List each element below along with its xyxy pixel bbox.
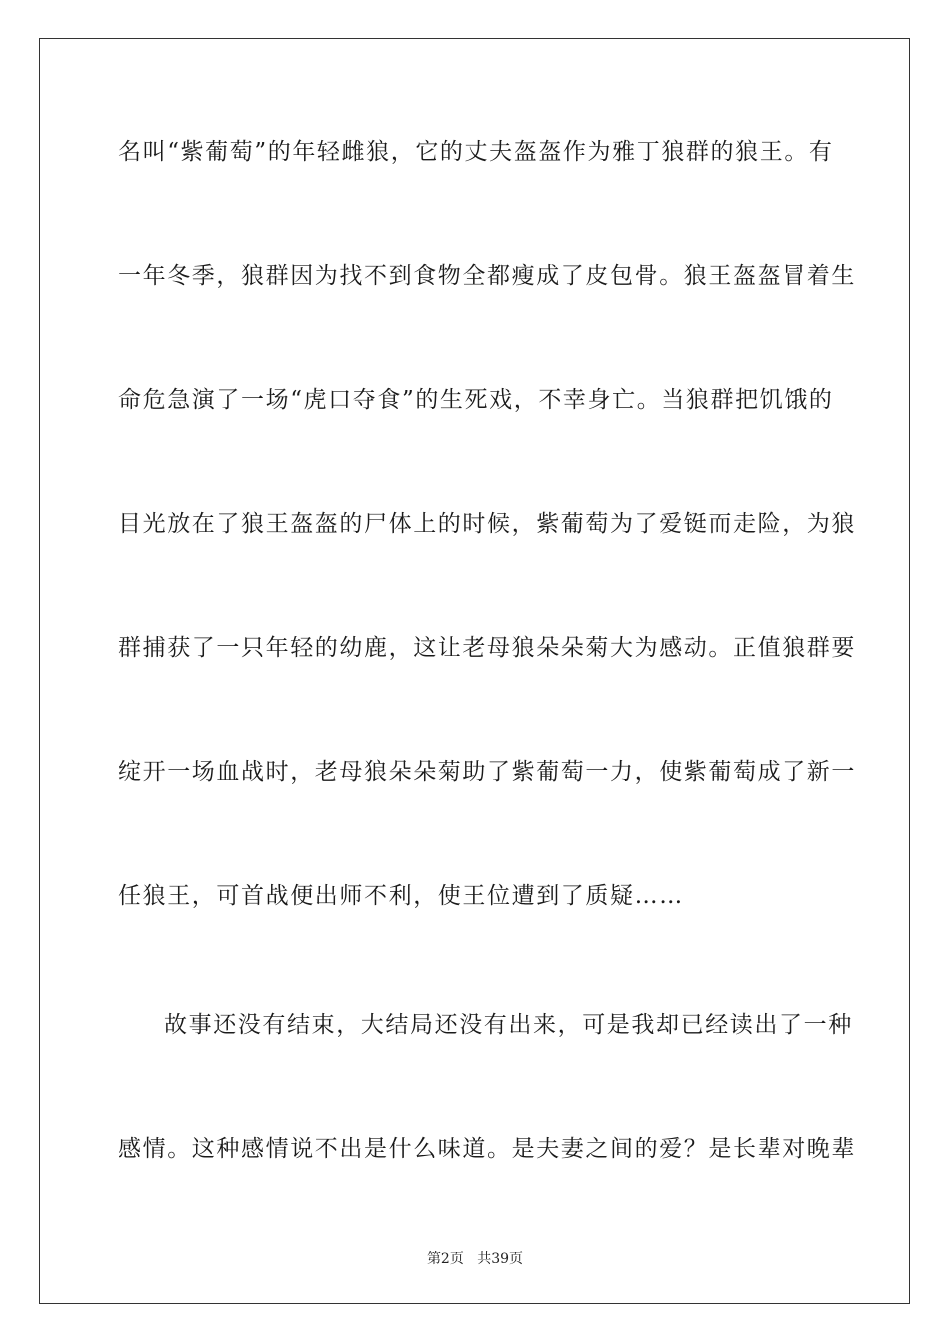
body-text-line: 一年冬季，狼群因为找不到食物全都瘦成了皮包骨。狼王盔盔冒着生 [118,263,856,289]
body-text-line: 绽开一场血战时，老母狼朵朵菊助了紫葡萄一力，使紫葡萄成了新一 [118,759,856,785]
page-footer [0,1248,950,1268]
body-text-line: 名叫“紫葡萄”的年轻雌狼，它的丈夫盔盔作为雅丁狼群的狼王。有 [118,139,834,165]
page-number: 第2页 [426,1251,464,1267]
paragraph-first-line: 故事还没有结束，大结局还没有出来，可是我却已经读出了一种 [164,1012,853,1038]
body-text-line: 目光放在了狼王盔盔的尸体上的时候，紫葡萄为了爱铤而走险，为狼 [118,511,856,537]
body-text-line: 感情。这种感情说不出是什么味道。是夫妻之间的爱？是长辈对晚辈 [118,1136,856,1162]
page-total: 共39页 [477,1251,524,1267]
body-text-line: 任狼王，可首战便出师不利，使王位遭到了质疑…… [118,883,684,909]
body-text-line: 群捕获了一只年轻的幼鹿，这让老母狼朵朵菊大为感动。正值狼群要 [118,635,856,661]
page-border [39,38,910,1304]
body-text-line: 命危急演了一场“虎口夺食”的生死戏，不幸身亡。当狼群把饥饿的 [118,387,834,413]
